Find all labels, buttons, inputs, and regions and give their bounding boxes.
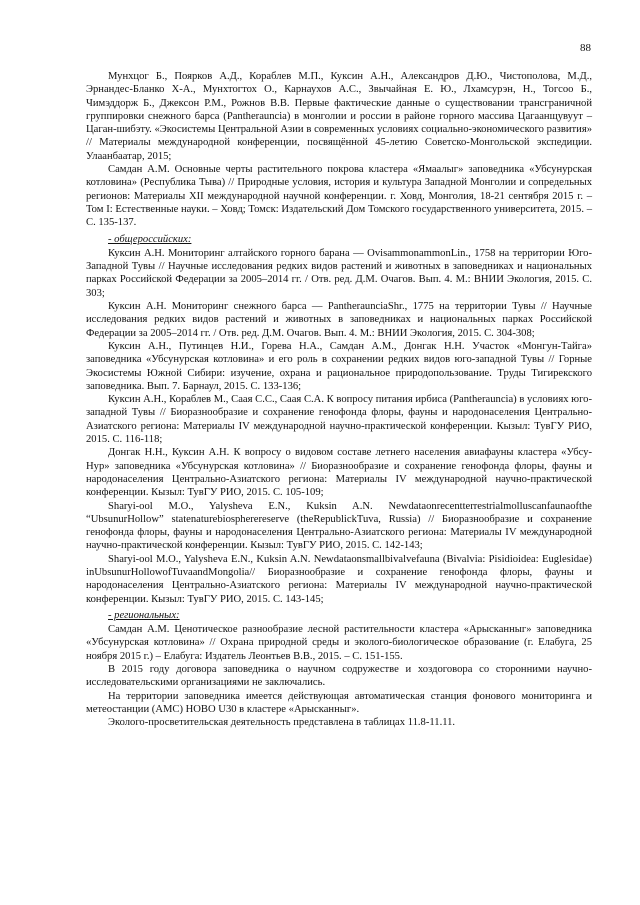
body-paragraph: В 2015 году договора заповедника о научном содружестве и хоздоговора со сторонними научно-исследовательскими организациями не заключались. (86, 664, 592, 689)
reference-entry: Самдан А.М. Основные черты растительного покрова кластера «Ямаалыг» заповедника «Убсунурская котловина» (Республика Тыва) // Природные условия, история и культура Западной Монголии и сопредельных регионов: Материалы XII международной научной конференции. г. Ховд, Монголия, 18-21 сентября 2015 г. – Том I: Естественные науки. – Ховд; Томск: Издательский Дом Томского государственного университета, 2015. – С. 135-137. (86, 164, 592, 229)
reference-entry: Самдан А.М. Ценотическое разнообразие лесной растительности кластера «Арысканныг» заповедника «Убсунурская котловина» // Охрана природной среды и эколого-биологическое образование (г. Елабуга, 25 ноября 2015 г.) – Елабуга: Издатель Леонтьев В.В., 2015. – С. 151-155. (86, 624, 592, 662)
reference-entry: Куксин А.Н., Путинцев Н.И., Горева Н.А., Самдан А.М., Донгак Н.Н. Участок «Монгун-Тайга» заповедника «Убсунурская котловина» и его роль в сохранении редких видов юго-западной Тувы // Горные Экосистемы Южной Сибири: изучение, охрана и рациональное природопользование. Труды Тигирекского заповедника. Вып. 7. Барнаул, 2015. С. 133-136; (86, 340, 592, 392)
page-number: 88 (580, 42, 591, 54)
body-paragraph: Эколого-просветительская деятельность представлена в таблицах 11.8-11.11. (108, 717, 456, 729)
section-heading-all-russian: - общероссийских: (108, 233, 192, 245)
reference-entry: Куксин А.Н., Кораблев М., Саая С.С., Саая С.А. К вопросу питания ирбиса (Pantherauncia) в условиях юго-западной Тувы // Биоразнообразие и сохранение генофонда флоры, фауны и народонаселения Центрально-Азиатского региона: Материалы IV международной научно-практической конференции. Кызыл: ТувГУ РИО, 2015. С. 116-118; (86, 394, 592, 446)
reference-entry: Донгак Н.Н., Куксин А.Н. К вопросу о видовом составе летнего населения авиафауны кластера «Убсу-Нур» заповедника «Убсунурская котловина» // Биоразнообразие и сохранение генофонда флоры, фауны и народонаселения Центрально-Азиатского региона: Материалы IV международной научно-практической конференции. Кызыл: ТувГУ РИО, 2015. С. 105-109; (86, 447, 592, 499)
reference-entry: Куксин А.Н. Мониторинг снежного барса — PantheraunciaShr., 1775 на территории Тувы // Научные исследования редких видов растений и животных в заповедниках и национальных парках Российской Федерации за 2005–2014 гг. / Отв. ред. Д.М. Очагов. Вып. 4. М.: ВНИИ Экология, 2015. С. 304-308; (86, 301, 592, 339)
reference-entry: Sharyi-ool M.O., Yalysheva E.N., Kuksin A.N. Newdataonsmallbivalvefauna (Bivalvia: Pisidioidea: Euglesidae) inUbsunurHollowofTuvaandMongolia// Биоразнообразие и сохранение генофонда флоры, фауны и народонаселения Центрально-Азиатского региона: Материалы IV международной научно-практической конференции. Кызыл: ТувГУ РИО, 2015. С. 143-145; (86, 553, 592, 605)
reference-entry: Куксин А.Н. Мониторинг алтайского горного барана — OvisammonammonLin., 1758 на территории Юго-Западной Тувы // Научные исследования редких видов растений и животных в заповедниках и национальных парках Российской Федерации за 2005–2014 гг. / Отв. ред. Д.М. Очагов. Вып. 4. М.: ВНИИ Экология, 2015. С. 303; (86, 247, 592, 299)
reference-entry: Sharyi-ool M.O., Yalysheva E.N., Kuksin A.N. Newdataonrecentterrestrialmolluscanfaunaofthe “UbsunurHollow” statenaturebiosphereresеrve (theRepublickTuva, Russia) // Биоразнообразие и сохранение генофонда флоры, фауны и народонаселения Центрально-Азиатского региона: Материалы IV международной научно-практической конференции. Кызыл: ТувГУ РИО, 2015. С. 142-143; (86, 500, 592, 552)
section-heading-regional: - региональных: (108, 609, 180, 621)
document-body (86, 70, 592, 730)
reference-entry: Мунхцог Б., Поярков А.Д., Кораблев М.П., Куксин А.Н., Александров Д.Ю., Чистополова, М.Д., Эрнандес-Бланко Х-А., Мунхтогтох О., Карнаухов А.С., Звычайная Е. Ю., Лхамсурэн, Н., Тогсоо Б., Чимэддорж Б., Джексон Р.М., Рожнов В.В. Первые фактические данные о существовании трансграничной группировки снежного барса (Pantherauncia) в монголии и россии в районе горного массива Цагаанщувуут – Цаган-шибэту. «Экосистемы Центральной Азии в современных условиях социально-экономического развития» // Материалы международной конференции, посвящённой 45-летию Советско-Монгольской экспедиции. Улаанбаатар, 2015; (86, 71, 592, 162)
body-paragraph: На территории заповедника имеется действующая автоматическая станция фонового мониторинга и метеостанции (АМС) НОВО U30 в кластере «Арысканныг». (86, 690, 592, 715)
